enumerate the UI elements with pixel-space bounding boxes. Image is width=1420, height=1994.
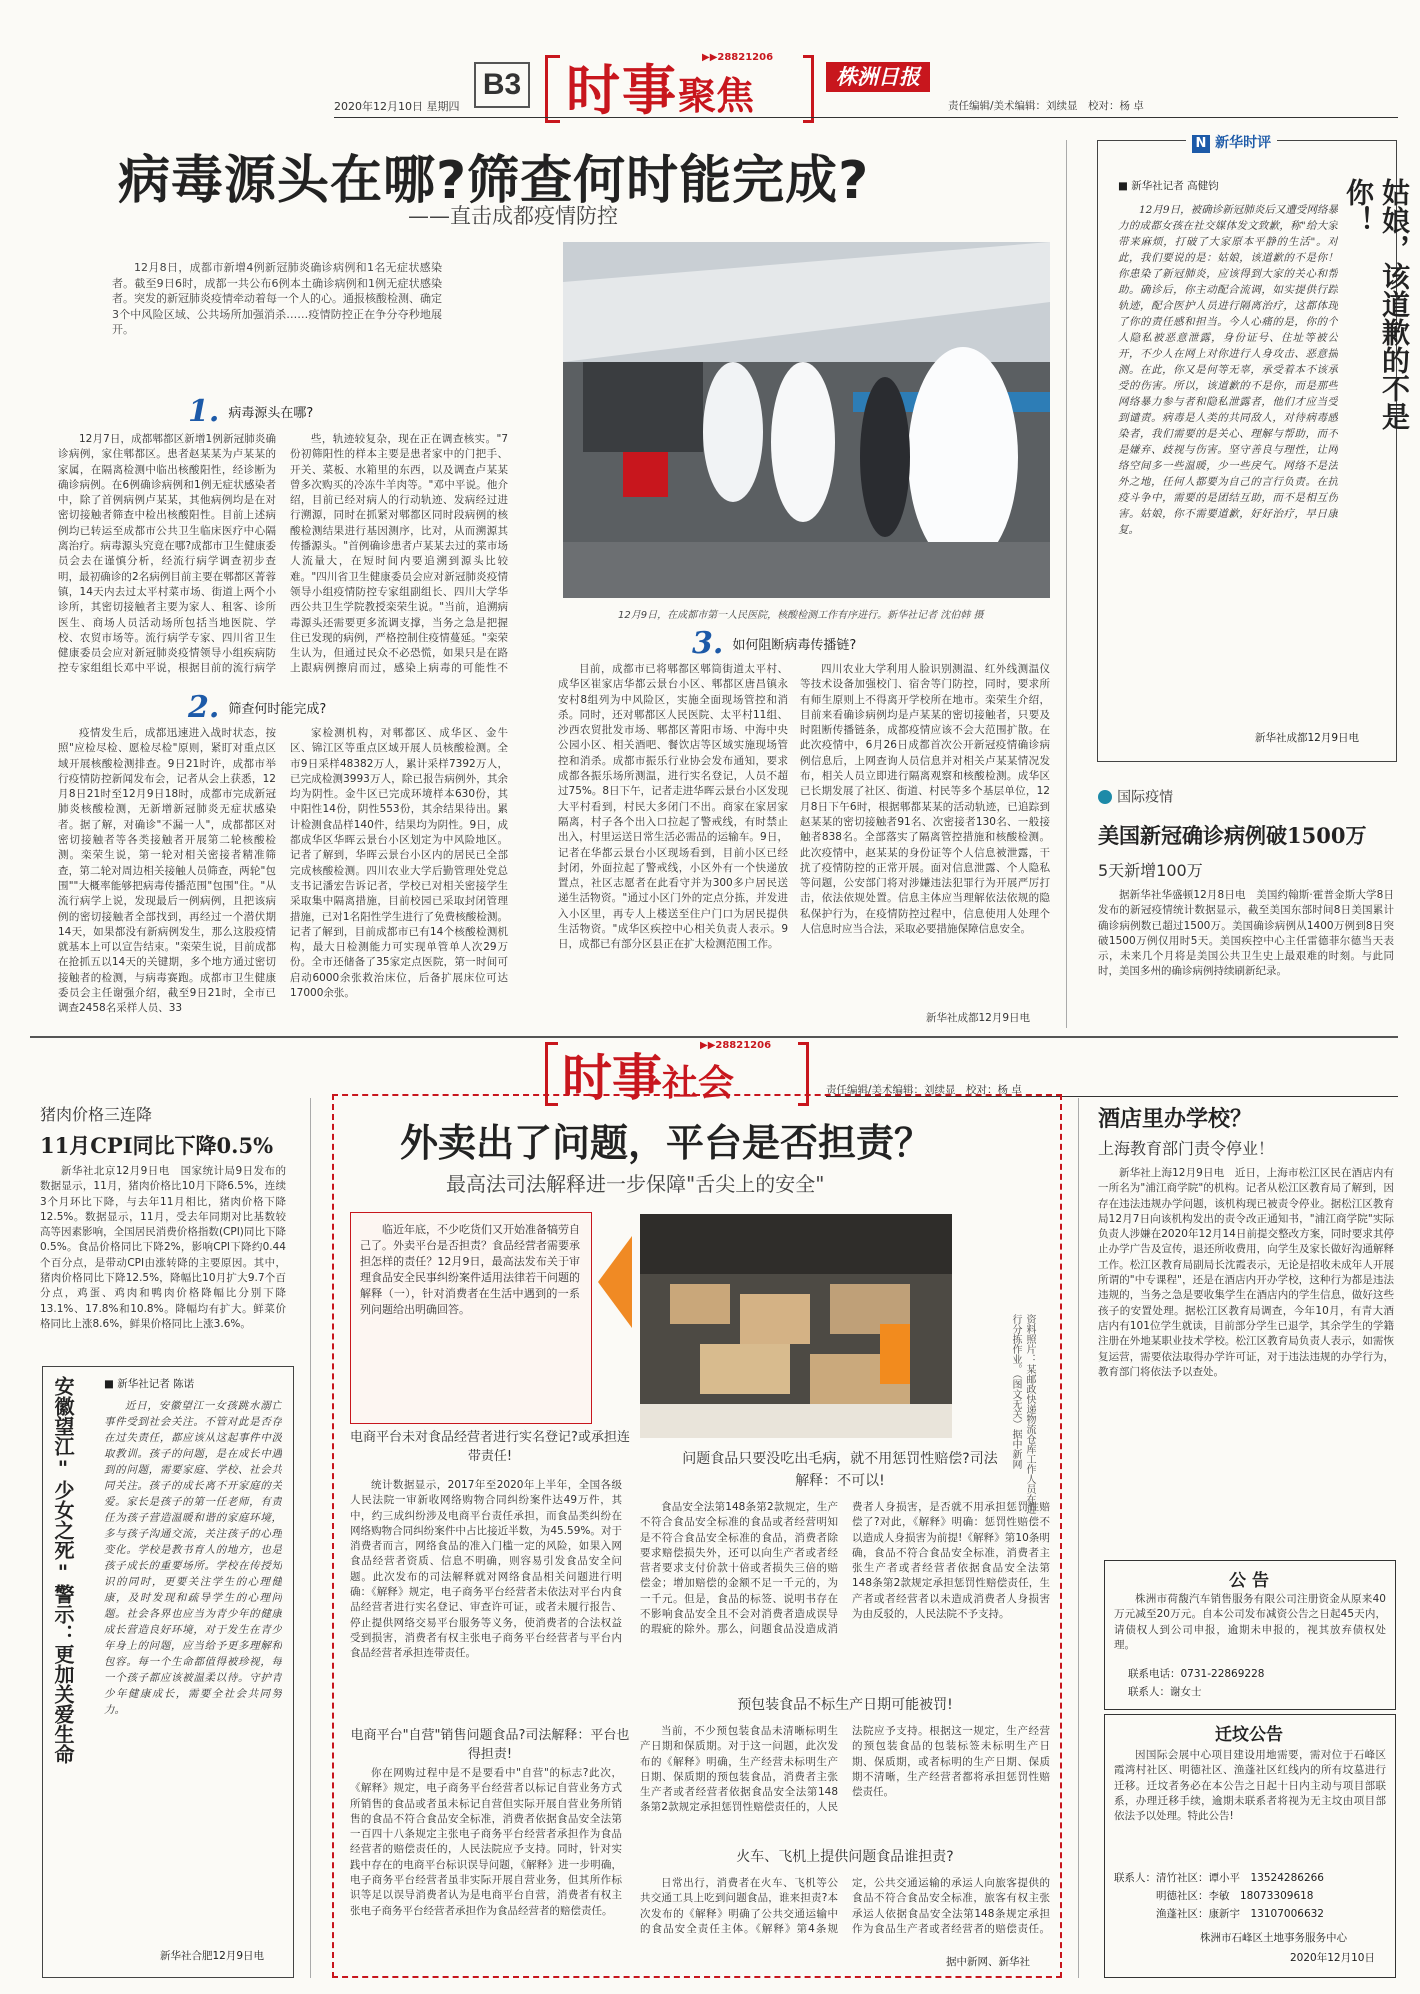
section-3-title: 如何阻断病毒传播链?: [732, 638, 857, 653]
lead-column-5: [800, 662, 1050, 1002]
section-3-number: 3.: [692, 626, 724, 661]
section-1-heading: [188, 394, 313, 429]
commentary-label: [1186, 132, 1277, 153]
commentary-body-text: 12月9日，被确诊新冠肺炎后又遭受网络暴力的成都女孩在社交媒体发文致歉，称"给大家带来麻烦，打破了大家原本平静的生活"。对此，我们要说的是：姑娘，该道歉的不是你！你患染了新冠肺炎，应该得到大家的关心和帮助。确诊后，你主动配合流调，如实提供行踪轨迹，配合医护人员进行隔离治疗，这都体现了你的责任感和担当。今人心痛的是，你的个人隐私被恶意泄露，身份证号、住址等被公开，不少人在网上对你进行人身攻击、恶意揣测。在此，你又是何等无辜，承受着本不该承受的伤害。所以，该道歉的不是你，而是那些网络暴力参与者和隐私泄露者，他们才应当受到谴责。病毒是人类的共同敌人，对待病毒感染者，我们需要的是关心、理解与帮助，而不是嫌弃、歧视与伤害。坚守善良与理性，让网络空间多一些温暖，少一些戾气。网络不是法外之地，任何人都要为自己的言行负责。在抗疫斗争中，需要的是团结互助，而不是相互伤害。姑娘，你不需要道歉，好好治疗，早日康复。: [1118, 204, 1338, 536]
lead-photo-caption: 12月9日，在成都市第一人民医院，核酸检测工作有序进行。新华社记者 沈伯韩 摄: [618, 610, 984, 621]
column-body: [104, 1398, 282, 1928]
page-header: [0, 0, 1420, 125]
notice-2-body-text: 因国际会展中心项目建设用地需要，需对位于石峰区霞湾村社区、明德社区、渔蓬社区红线内的所有坟墓进行迁移。迁坟者务必在本公告之日起十日内主动与项目部联系，办理迁移手续，逾期未联系者将视为无主坟由项目部依法予以处理。特此公告!: [1114, 1749, 1386, 1823]
q5-body-text: 日常出行，消费者在火车、飞机等公共交通工具上吃到问题食品，谁来担责?本次发布的《解释》明确了公共交通运输中的食品安全责任主体。《解释》第4条规定，公共交通运输的承运人向旅客提供的食品不符合食品安全标准，旅客有权主张承运人依据食品安全法第148条规定承担作为食品生产者或者经营者的赔偿责任。: [640, 1877, 1050, 1935]
notice-2-contact-2: 明德社区：李敏 18073309618: [1114, 1890, 1314, 1902]
international-body-text: 据新华社华盛顿12月8日电 美国约翰斯·霍普金斯大学8日发布的新冠疫情统计数据显示，截至美国东部时间8日美国累计确诊病例数已超过1500万。美国确诊病例从1400万例到8日突破1500万例仅用时5天。美国疾控中心主任雷德菲尔德当天表示，未来几个月将是美国公共卫生史上最艰难的时刻。与此同时，美国多州的确诊病例持续刷新纪录。: [1098, 889, 1394, 978]
lead-intro-text: 12月8日，成都市新增4例新冠肺炎确诊病例和1名无症状感染者。截至9日6时，成都一共公布6例本土确诊病例和1例无症状感染者。突发的新冠肺炎疫情牵动着每一个人的心。通报核酸检测、确定3个中风险区域、公共场所加强消杀……疫情防控正在争分夺秒地展开。: [112, 261, 442, 336]
commentary-dateline: 新华社成都12月9日电: [1255, 732, 1360, 744]
lead-column-2: [58, 726, 276, 1026]
date-line: 2020年12月10日 星期四: [334, 100, 460, 113]
social-editors: 责任编辑/美术编辑：刘续显 校对：杨 卓: [826, 1084, 1022, 1096]
chevron-left-icon: [598, 1236, 632, 1328]
notice-2-contact-3: 渔蓬社区：康新宇 13107006632: [1114, 1908, 1324, 1920]
notice-1-person: 联系人：谢女士: [1128, 1686, 1202, 1698]
lead-dateline: 新华社成都12月9日电: [926, 1012, 1031, 1024]
q5-title: 火车、飞机上提供问题食品谁担责?: [736, 1849, 954, 1865]
takeout-photo-caption: 资料照片：某邮政快递物流仓库工作人员在进行分拣作业。（图文无关）据中新网: [1010, 1314, 1035, 1514]
q3-body: [640, 1500, 1050, 1676]
notice-1-phone: 联系电话：0731-22869228: [1128, 1668, 1265, 1680]
social-title-sub: 社会: [662, 1062, 735, 1104]
section-title-sub: 聚焦: [678, 73, 755, 118]
lead-column-2-text: 疫情发生后，成都迅速进入战时状态，按照"应检尽检、愿检尽检"原则，紧盯对重点区域开展核酸检测排查。9日21时许，成都市举行疫情防控新闻发布会，记者从会上获悉，12月8日21时至12月9日18时，成都市完成新冠肺炎核酸检测，无新增新冠肺炎无症状感染者。据了解，对确诊"不漏一人"，成都都区对密切接触者等各类接触者开展第二轮核酸检测。栾荣生说，第一轮对相关密接者精准筛查，第二轮对周边相关接触人员筛查，两轮"包围""大概率能够把病毒传播范围"包围"住。"从流行病学上说，发现最后一例病例，且把该病例的密切接触者全部找到，再经过一个潜伏期14天，如果都没有新病例发生，那么这股疫情就基本上可以宣告结束。"栾荣生说，目前成都在抢抓五以14天的关键期，多个地方通过密切接触者的检测，与病毒赛跑。成都市卫生健康委员会主任谢强介绍，截至9日21时，全市已调查2458名采样人员、33: [58, 727, 276, 1015]
q3-title: 问题食品只要没吃出毛病，就不用惩罚性赔偿?司法解释：不可以!: [682, 1451, 998, 1489]
globe-icon: [1098, 790, 1112, 804]
takeout-intro: [360, 1222, 580, 1414]
section-2-heading: [188, 690, 326, 725]
international-body: [1098, 888, 1394, 1024]
takeout-photo-illustration: [640, 1214, 952, 1438]
column-body-text: 近日，安徽望江一女孩跳水溺亡事件受到社会关注。不管对此是否存在过失责任，都应该从这起事件中汲取教训。孩子的问题，是在成长中遇到的问题，需要家庭、学校、社会共同关注。孩子的成长离不开家庭的关爱。家长是孩子的第一任老师，有责任为孩子营造温暖和谐的家庭环境，多与孩子沟通交流，关注孩子的心理变化。学校是教书育人的地方，也是孩子成长的重要场所。学校在传授知识的同时，更要关注学生的心理健康，及时发现和疏导学生的心理问题。社会各界也应当为青少年的健康成长营造良好环境，对于发生在青少年身上的问题，应当给予更多理解和包容。每一个生命都值得被珍视，每一个孩子都应该被温柔以待。守护青少年健康成长，需要全社会共同努力。: [104, 1400, 282, 1716]
commentary-title: 姑娘，该道歉的不是你！: [1342, 178, 1411, 430]
hotline: ▶▶28821206: [702, 52, 774, 63]
lead-column-1a-text: 12月7日，成都郫都区新增1例新冠肺炎确诊病例，家住郫都区。患者赵某某为卢某某的家属，在隔离检测中临出核酸阳性，经诊断为确诊病例。在6例确诊病例和1例无症状感染者中，除了首例病例卢某某，其他病例均是在对密切接触者筛查中检出核酸阳性。目前上述病例均已转运至成都市公共卫生临床医疗中心隔离治疗。病毒源头究竟在哪?成都市卫生健康委员会去在谨慎分析，经流行病学调查初步查明，最初确诊的2名病例目前主要在郫都区菁蓉镇，14天内去过太平村菜市场、街道上两个小诊所，其密切接触者主要为家人、租客、诊所医生、商场人员活动场所包括当地医院、学校、农贸市场等。流行病学专家、四川省卫生健康委员会应对新冠肺炎疫情领导小组疾病防控专家组组长邓中平说，根据目前的流行病学: [58, 433, 276, 675]
international-headline: 美国新冠确诊病例破1500万: [1098, 823, 1367, 848]
lead-column-3: [290, 726, 508, 1026]
commentary-body: [1118, 202, 1338, 717]
social-title-main: 时事: [562, 1048, 662, 1107]
editors: 责任编辑/美术编辑：刘续显 校对：杨 卓: [948, 100, 1144, 112]
notice-1-body: [1114, 1592, 1386, 1662]
notice-2-org: 株洲市石峰区土地事务服务中心: [1200, 1932, 1347, 1944]
paper-name: 株洲日报: [826, 62, 930, 92]
notice-1-title: 公 告: [1229, 1571, 1269, 1591]
lead-column-1b: [290, 432, 508, 678]
section-3-heading: [692, 626, 856, 661]
q1-body-text: 统计数据显示，2017年至2020年上半年，全国各级人民法院一审新收网络购物合同纠纷案件达49万件，其中，约三成纠纷涉及电商平台责任承担，而食品类纠纷在网络购物合同纠纷案件中占比接近半数，为45.59%。对于消费者而言，网络食品的准入门槛一定的风险，如果入网食品经营者资质、信息不明确，则容易引发食品安全问题。此次发布的司法解释就对网络食品相关问题进行明确：《解释》规定，电子商务平台经营者未依法对平台内食品经营者进行实名登记、审查许可证，或者未履行报告、停止提供网络交易平台服务等义务，使消费者的合法权益受到损害，消费者有权主张电子商务平台经营者与平台内食品经营者承担连带责任。: [350, 1479, 622, 1660]
lead-subhead: ——直击成都疫情防控: [408, 204, 618, 228]
international-label: [1098, 786, 1173, 807]
cpi-headline: 11月CPI同比下降0.5%: [40, 1133, 274, 1158]
q4-body: [640, 1724, 1050, 1834]
takeout-subhead: 最高法司法解释进一步保障"舌尖上的安全": [446, 1172, 825, 1196]
column-author: ■ 新华社记者 陈诺: [104, 1378, 195, 1390]
lead-column-1b-text: 些，轨迹较复杂，现在正在调查核实。"7份初筛阳性的样本主要是患者家中的门把手、开关、菜板、水箱里的东西，以及调查卢某某曾多次购买的冷冻牛羊肉等。"邓中平说。他介绍，目前已经对病人的行动轨迹、发病经过进行溯源，同时在抓紧对郫都区同时段病例的核酸检测结果进行基因测序，比对，从而溯源其传播源头。"首例确诊患者卢某某去过的菜市场人流量大，在短时间内要追溯到源头比较难。"四川省卫生健康委员会应对新冠肺炎疫情领导小组疫情防控专家组副组长、四川大学华西公共卫生学院教授栾荣生说。"当前，追溯病毒源头还需要更多流调支撑，当务之急是把握住已发现的病例，严格控制住疫情蔓延。"栾荣生认为，但通过民众不必恐慌，如果只是在路上跟病例擦肩而过，感染上病毒的可能性不: [290, 433, 508, 675]
takeout-dateline: 据中新网、新华社: [946, 1956, 1030, 1968]
section-1-number: 1.: [188, 394, 220, 429]
takeout-intro-text: 临近年底，不少吃货们又开始准备犒劳自己了。外卖平台是否担责？食品经营者需要承担怎样的责任？12月9日，最高法发布关于审理食品安全民事纠纷案件适用法律若干问题的解释（一），针对消费者在生活中遇到的一系列问题给出明确回答。: [360, 1223, 580, 1316]
school-subhead: 上海教育部门责令停业！: [1098, 1139, 1275, 1158]
commentary-label-text: 新华时评: [1215, 135, 1272, 151]
lead-column-4-text: 目前，成都市已将郫都区郫筒街道太平村、成华区崔家店华都云景台小区、郫都区唐昌镇永安村8组列为中风险区，实施全面现场管控和消杀。同时，还对郫都区人民医院、太平村11组、沙西农贸批发市场、郫都区菁阳市场、中海中央公园小区、相关酒吧、餐饮店等区域实施现场管控和消杀。成都市振乐行业协会发布通知，要求成都各振乐场所测温，进行实名登记，人员不超过75%。8日下午，记者走进华晖云景台小区发现大平村看到，村民大多闭门不出。商家在家居家隔离，村子各个出入口拉起了警戒线，有时禁止出入，村里运送日常生活必需品的运输车。9日，记者在华都云景台小区现场看到，目前小区已经封闭，外面拉起了警戒线，小区外有一个快递放置点，社区志愿者在此看守并为300多户居民送递生活物资。"通过小区门外的定点分拣，并发进入小区里，再专人上楼送至住户门口为居民提供生活物资。"成华区疾控中心相关负责人表示。9日，成都已有部分区县正在扩大检测范围工作。: [558, 663, 788, 951]
notice-1-body-text: 株洲市荷馥汽车销售服务有限公司注册资金从原来40万元减至20万元。自本公司发布减资公告之日起45天内，请债权人到公司申报，逾期未申报的，视其放弃债权处理。: [1114, 1593, 1386, 1651]
cpi-body: [40, 1164, 286, 1352]
notice-2-body: [1114, 1748, 1386, 1866]
xinhua-badge-icon: N: [1192, 135, 1210, 153]
lead-column-3-text: 家检测机构，对郫都区、成华区、金牛区、锦江区等重点区域开展人员核酸检测。全市9日采样48382万人，累计采样7392万人，已完成检测3993万人，除已报告病例外，其余均为阴性。金牛区已完成环境样本630份，其中阳性14份，阴性553份，其余结果待出。累计检测食品样140件，结果均为阴性。9日，成都成华区华晖云景台小区划定为中风险地区。记者了解到，华晖云景台小区内的居民已全部完成核酸检测。四川农业大学后勤管理处党总支书记潘宏告诉记者，学校已对相关密接学生采取集中隔离措施，目前校园已采取封闭管理措施，已对1名阳性学生进行了免费核酸检测。记者了解到，目前成都市已有14个核酸检测机构，最大日检测能力可实现单管单人次29万份。全市还储备了35家定点医院，第一时间可启动6000余张救治床位，后备扩展床位可达17000余张。: [290, 727, 508, 1000]
school-body-text: 新华社上海12月9日电 近日，上海市松江区民在酒店内有一所名为"浦江商学院"的机构。记者从松江区教育局了解到，因存在违法违规办学问题，该机构现已被责令停业。据松江区教育局12月7日向该机构发出的责令改正通知书，"浦江商学院"实际负责人涉嫌在2020年12月14日前提交整改方案，同时要求其停止办学广告及宣传，退还所收费用，向学生及家长做好沟通解释工作。松江区教育局副局长沈霞表示，无论是招收未成年人开展所谓的"中专课程"，还是在酒店内开办学校，这种行为都是违法违规的，当务之急是要收集学生在酒店内的学生信息，做好这些孩子的安置处理。据松江区教育局调查，今年10月，有青大酒店内有101位学生就读，目前部分学生已退学，其余学生的学籍注册在外地某职业技术学校。松江区教育局负责人表示，如需恢复运营，需要依法取得办学许可证，对于违法违规的办学行为，教育部门将依法予以查处。: [1098, 1167, 1394, 1378]
hotline-number: 28821206: [717, 52, 774, 63]
international-label-text: 国际疫情: [1117, 789, 1174, 806]
international-subhead: 5天新增100万: [1098, 861, 1203, 880]
section-2-number: 2.: [188, 690, 220, 725]
lead-column-1a: [58, 432, 276, 678]
lead-photo: [563, 242, 1050, 598]
social-hotline-number: 28821206: [715, 1040, 772, 1051]
lead-column-5-text: 四川农业大学利用人脸识别测温、红外线测温仪等技术设备加强校门、宿舍等门防控，同时，要求所有师生原则上不得离开学校所在地市。栾荣生介绍，目前来看确诊病例均是卢某某的密切接触者，只要及时阻断传播链条，成都疫情应该不会大范围扩散。在此次疫情中，6月26日成都首次公开新冠疫情确诊病例信息后，上网查询人员信息并对相关卢某某情况发布，相关人员立即进行隔离观察和核酸检测。成华区已长期发展了社区、街道、村民等多个基层单位，12月8日下午6时，根据郫都某某的活动轨迹，已追踪到赵某某的密切接触者91名、次密接者130名、一般接触者838名。全部落实了隔离管控措施和核酸检测。此次疫情中，赵某某的身份证等个人信息被泄露，干扰了疫情防控的正常开展。面对信息泄露、个人隐私等问题，公安部门将对涉嫌违法犯罪行为开展严厉打击，依法依规处置。信息主体应当理解依法依规的隐私保护行为，在疫情防控过程中，信息使用人处理个人信息时应当合法，采取必要措施保障信息安全。: [800, 663, 1050, 936]
social-hotline: ▶▶28821206: [700, 1040, 772, 1051]
q4-title: 预包装食品不标生产日期可能被罚!: [737, 1697, 953, 1713]
lead-intro: [112, 260, 442, 370]
page-code: B3: [474, 62, 530, 108]
q2-body-text: 你在网购过程中是不是要看中"自营"的标志?此次，《解释》规定，电子商务平台经营者以标记自营业务方式所销售的食品或者虽未标记自营但实际开展自营业务所销售的食品不符合食品安全标准，消费者依据食品安全法第一百四十八条规定主张电子商务平台经营者承担作为食品经营者的赔偿责任的，人民法院应予支持。同时，针对实践中存在的电商平台标识误导问题，《解释》进一步明确，电子商务平台经营者虽非实际开展自营业务，但其所作标识等足以误导消费者认为是电商平台自营，消费者有权主张电子商务平台经营者承担作为食品经营者的赔偿责任。: [350, 1767, 622, 1917]
lead-headline: 病毒源头在哪?筛查何时能完成?: [118, 151, 870, 211]
section-1-title: 病毒源头在哪?: [228, 406, 314, 421]
q5-body: [640, 1876, 1050, 1952]
takeout-photo: [640, 1214, 952, 1438]
q2-title: 电商平台"自营"销售问题食品?司法解释：平台也得担责!: [350, 1728, 630, 1762]
column-title: 安徽望江"少女之死"警示：更加关爱生命: [51, 1376, 75, 1764]
section-title-main: 时事: [566, 58, 678, 122]
commentary-author: ■ 新华社记者 高健钧: [1118, 180, 1219, 192]
cpi-kicker: 猪肉价格三连降: [40, 1105, 153, 1124]
q1-title: 电商平台未对食品经营者进行实名登记?或承担连带责任!: [350, 1430, 630, 1464]
lead-photo-illustration: [563, 242, 1050, 598]
takeout-headline: 外卖出了问题，平台是否担责？: [400, 1120, 933, 1165]
lead-column-4: [558, 662, 788, 1024]
section-bracket-right: [803, 55, 814, 123]
section-2-title: 筛查何时能完成?: [228, 702, 327, 717]
school-headline: 酒店里办学校？: [1098, 1106, 1253, 1132]
q2-body: [350, 1766, 622, 1962]
q1-body: [350, 1478, 622, 1714]
notice-2-title: 迁坟公告: [1215, 1725, 1283, 1745]
cpi-body-text: 新华社北京12月9日电 国家统计局9日发布的数据显示，11月，猪肉价格比10月下降6.5%，连续3个月环比下降，与去年11月相比，猪肉价格下降12.5%。数据显示，11月，受去年同期对比基数较高等因素影响，全国居民消费价格指数(CPI)同比下降0.5%。食品价格同比下降2%，影响CPI下降约0.44个百分点，是带动CPI由涨转降的主要原因。其中，猪肉价格同比下降12.5%，降幅比10月扩大9.7个百分点，鸡蛋、鸡肉和鸭肉价格降幅比分别下降13.1%、17.8%和10.8%。降幅均有扩大。鲜菜价格同比上涨8.6%，鲜果价格同比上涨3.6%。: [40, 1165, 286, 1330]
notice-2-date: 2020年12月10日: [1290, 1952, 1375, 1964]
notice-2-contact-1: 联系人：清竹社区：谭小平 13524286266: [1114, 1872, 1324, 1884]
school-body: [1098, 1166, 1394, 1542]
q4-body-text: 当前，不少预包装食品未清晰标明生产日期和保质期。对于这一问题，此次发布的《解释》明确，生产经营未标明生产日期、保质期的预包装食品，消费者主张生产者或者经营者依据食品安全法第148条第2款规定承担惩罚性赔偿责任的，人民法院应予支持。根据这一规定，生产经营的预包装食品的包装标签未标明生产日期、保质期，或者标明的生产日期、保质期不清晰，生产经营者都将承担惩罚性赔偿责任。: [640, 1725, 1050, 1814]
column-dateline: 新华社合肥12月9日电: [160, 1950, 265, 1962]
section-bracket: [545, 55, 560, 123]
q3-body-text: 食品安全法第148条第2款规定，生产不符合食品安全标准的食品或者经营明知是不符合食品安全标准的食品，消费者除要求赔偿损失外，还可以向生产者或者经营者要求支付价款十倍或者损失三倍的赔偿金；增加赔偿的金额不足一千元的，为一千元。但是，食品的标签、说明书存在不影响食品安全且不会对消费者造成误导的瑕疵的除外。那么，问题食品没造成消费者人身损害，是否就不用承担惩罚性赔偿了?对此，《解释》明确：惩罚性赔偿不以造成人身损害为前提!《解释》第10条明确，食品不符合食品安全标准，消费者主张生产者或者经营者依据食品安全法第148条第2款规定承担惩罚性赔偿责任，生产者或者经营者以未造成消费者人身损害为由反驳的，人民法院不予支持。: [640, 1501, 1050, 1636]
